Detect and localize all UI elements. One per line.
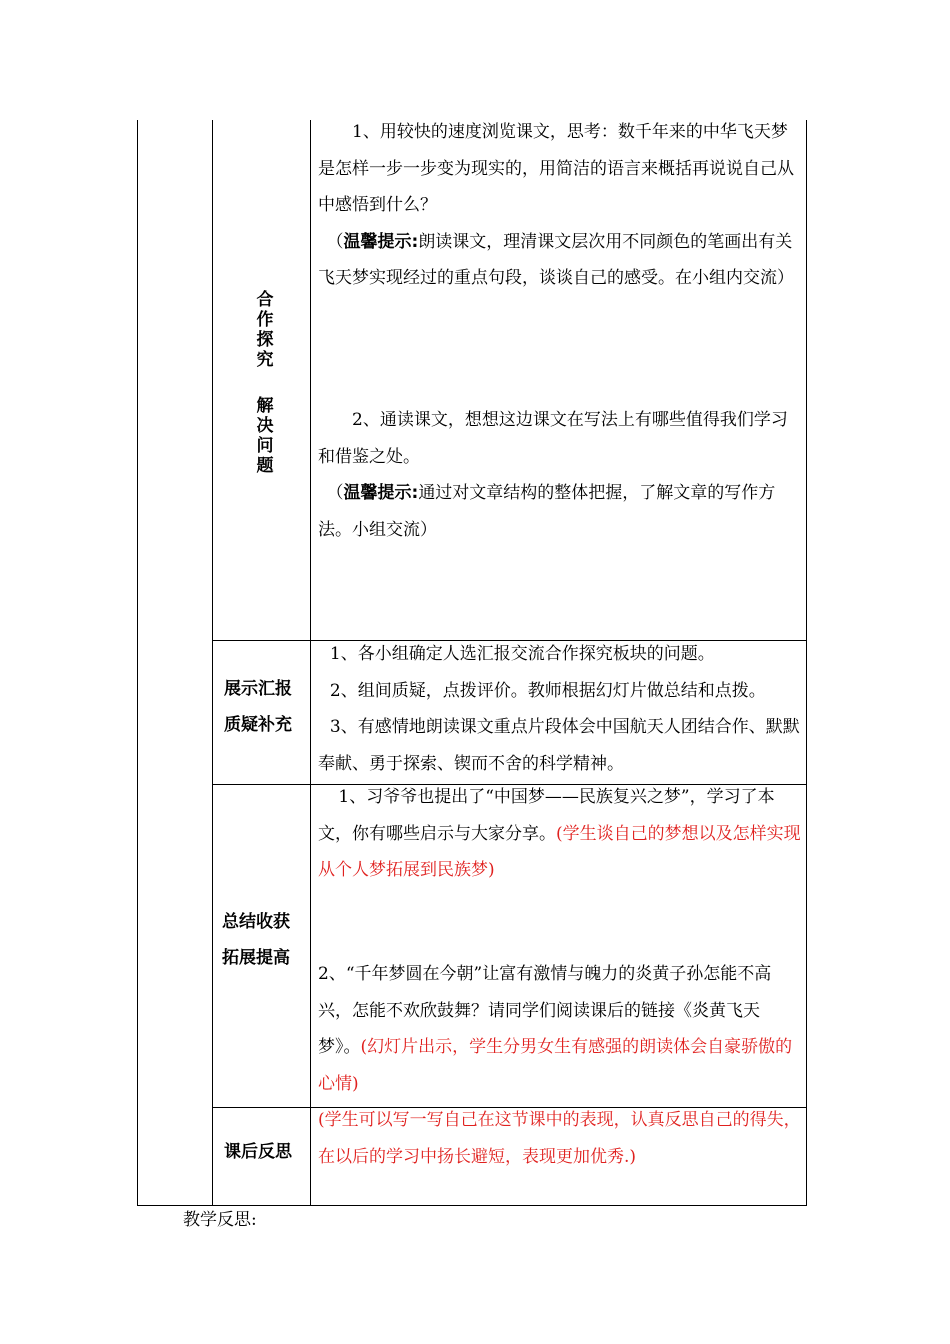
reflect-content [318,1102,802,1175]
tip-text: 通过对文章结构的整体把握，了解文章的写作方法。小组交流） [318,483,776,540]
summary-label-line1: 总结收获 [222,912,290,932]
explore-tip-2 [318,475,802,548]
present-item-3: 3、有感情地朗读课文重点片段体会中国航天人团结合作、默默奉献、勇于探索、锲而不舍的科学精神。 [318,717,800,774]
explore-label-part1 [255,290,275,370]
table-right-border [806,120,807,1206]
tip-text: 朗读课文，理清课文层次用不同颜色的笔画出有关飞天梦实现经过的重点句段，谈谈自己的感受。在小组内交流） [318,231,794,288]
tip-open-paren: （ [326,483,344,503]
tip-open-paren: （ [326,231,344,252]
reflect-text: (学生可以写一写自己在这节课中的表现，认真反思自己的得失，在以后的学习中扬长避短，表现更加优秀.) [318,1110,801,1167]
table-col-divider-2 [310,120,311,1206]
table-col-divider-1 [212,120,213,1206]
explore-label-char: 究 [256,350,274,370]
present-label [224,671,292,743]
summary-item-1-note: (学生谈自己的梦想以及怎样实现从个人梦拓展到民族梦) [318,823,801,880]
summary-item-2-text: 2、“千年梦圆在今朝”让富有激情与魄力的炎黄子孙怎能不高兴，怎能不欢欣鼓舞？请同学们阅读课后的链接《炎黄飞天梦》。 [318,964,772,1057]
explore-question-1: 1、用较快的速度浏览课文，思考：数千年来的中华飞天梦是怎样一步一步变为现实的，用简洁的语言来概括再说说自己从中感悟到什么？ [318,122,794,215]
table-left-border [137,120,138,1206]
tip-label: 温馨提示: [343,483,419,503]
explore-tip-1 [318,224,802,297]
explore-label-char: 探 [256,330,274,350]
explore-label-char: 合 [256,290,274,310]
summary-item-2-note: (幻灯片出示，学生分男女生有感强的朗读体会自豪骄傲的心情) [318,1037,793,1094]
summary-item-1-text: 1、习爷爷也提出了“中国梦——民族复兴之梦”，学习了本文，你有哪些启示与大家分享。 [318,787,775,844]
present-item-1: 1、各小组确定人选汇报交流合作探究板块的问题。 [329,644,715,664]
table-bottom-border [137,1205,807,1206]
summary-content-1 [318,779,802,889]
present-content [318,636,802,782]
summary-content-2 [318,956,802,1102]
teaching-reflection-label: 教学反思: [183,1210,257,1230]
explore-content [318,114,802,297]
reflect-label: 课后反思 [224,1142,292,1162]
tip-label: 温馨提示: [343,231,419,252]
explore-label-char: 问 [256,436,274,456]
present-label-line1: 展示汇报 [224,679,292,699]
summary-item-1 [318,779,802,889]
explore-label-char: 决 [256,416,274,436]
summary-label-line2: 拓展提高 [222,948,290,968]
explore-content-2 [318,402,802,548]
explore-label-char: 解 [256,396,274,416]
explore-label-part2 [255,396,275,476]
explore-question-2: 2、通读课文，想想这边课文在写法上有哪些值得我们学习和借鉴之处。 [318,410,788,467]
summary-label [222,904,290,976]
present-item-2: 2、组间质疑，点拨评价。教师根据幻灯片做总结和点拨。 [329,680,766,701]
explore-label-char: 题 [256,456,274,476]
explore-label-char: 作 [256,310,274,330]
summary-item-2 [318,956,802,1102]
present-label-line2: 质疑补充 [224,715,292,735]
